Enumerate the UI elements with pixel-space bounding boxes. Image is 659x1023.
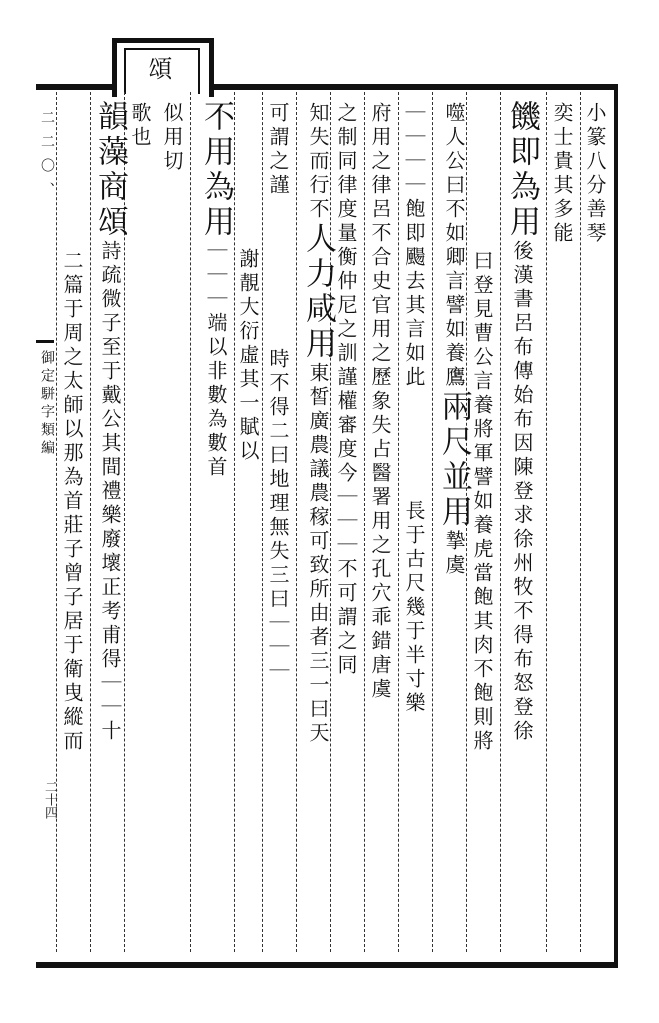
column-rule — [500, 92, 501, 952]
column-rule — [262, 92, 263, 952]
text-column-10: 可謂之謹時不得二曰地理無失三曰｜｜｜ — [266, 102, 290, 684]
text-column-1: 小篆八分善琴 — [583, 102, 607, 246]
text-column-12 — [198, 100, 234, 480]
column-rule — [546, 92, 547, 952]
frame-bottom-rule — [36, 962, 618, 968]
text-column-16: 二篇于周之太師以那為首莊子曾子居于衛曳縱而 — [60, 250, 84, 754]
text-column-8: 之制同律度量衡仲尼之訓謹權審度今｜｜｜不可謂之同 — [334, 102, 358, 678]
entry-body: 後漢書呂布傳始布因陳登求徐州牧不得布怒登徐 — [510, 240, 534, 744]
page-number: 二十四 — [42, 780, 57, 819]
text-column-13: 似用切 — [160, 102, 184, 174]
column-rule — [234, 92, 235, 952]
entry-body: 噬人公曰不如卿言譬如養鷹 — [442, 102, 466, 390]
fold-marks: 二二〇、 — [39, 110, 55, 206]
text-column-15 — [92, 100, 128, 744]
text-column-11: 謝靚大衍虛其一賦以 — [236, 248, 260, 464]
entry-heading: 人力咸用 — [300, 222, 336, 362]
entry-body: 知失而行不 — [306, 102, 330, 222]
frame-top-rule-right — [204, 84, 618, 90]
column-rule — [296, 92, 297, 952]
column-rule — [432, 92, 433, 952]
entry-body: ｜｜｜端以非數為數首 — [204, 240, 228, 480]
entry-body: 摯虞 — [442, 530, 466, 578]
column-rule — [90, 92, 91, 952]
text-column-5 — [436, 102, 472, 578]
text-column-3 — [504, 100, 540, 744]
entry-heading: 兩尺並用 — [436, 390, 472, 530]
text-column-6: ｜｜｜｜飽即颺去其言如此長于古尺幾于半寸樂 — [402, 102, 426, 716]
entry-body: 詩疏微子至于戴公其間禮樂廢壞正考甫得｜｜十 — [98, 240, 122, 744]
text-column-14: 歌也 — [128, 102, 152, 150]
header-tab-char: 頌 — [144, 56, 172, 83]
text-column-9 — [300, 102, 336, 746]
fold-title: 御定駢字類編 — [39, 350, 55, 458]
entry-body: 東皙廣農議農稼可致所由者三一曰天 — [306, 362, 330, 746]
fold-divider — [36, 340, 54, 343]
column-rule — [580, 92, 581, 952]
frame-right-rule — [614, 84, 618, 968]
column-rule — [190, 92, 191, 952]
text-column-7: 府用之律呂不合史官用之歷象失占醫署用之孔穴乖錯唐虞 — [368, 102, 392, 702]
entry-heading: 饑即為用 — [504, 100, 540, 240]
column-rule — [56, 92, 57, 952]
frame-top-rule — [36, 84, 112, 90]
column-rule — [398, 92, 399, 952]
text-column-2: 奕士貴其多能 — [550, 102, 574, 246]
entry-heading: 不用為用 — [198, 100, 234, 240]
column-rule — [364, 92, 365, 952]
text-column-4: 曰登見曹公言養將軍譬如養虎當飽其肉不飽則將 — [470, 250, 494, 754]
entry-heading: 韻藻商頌 — [92, 100, 128, 240]
